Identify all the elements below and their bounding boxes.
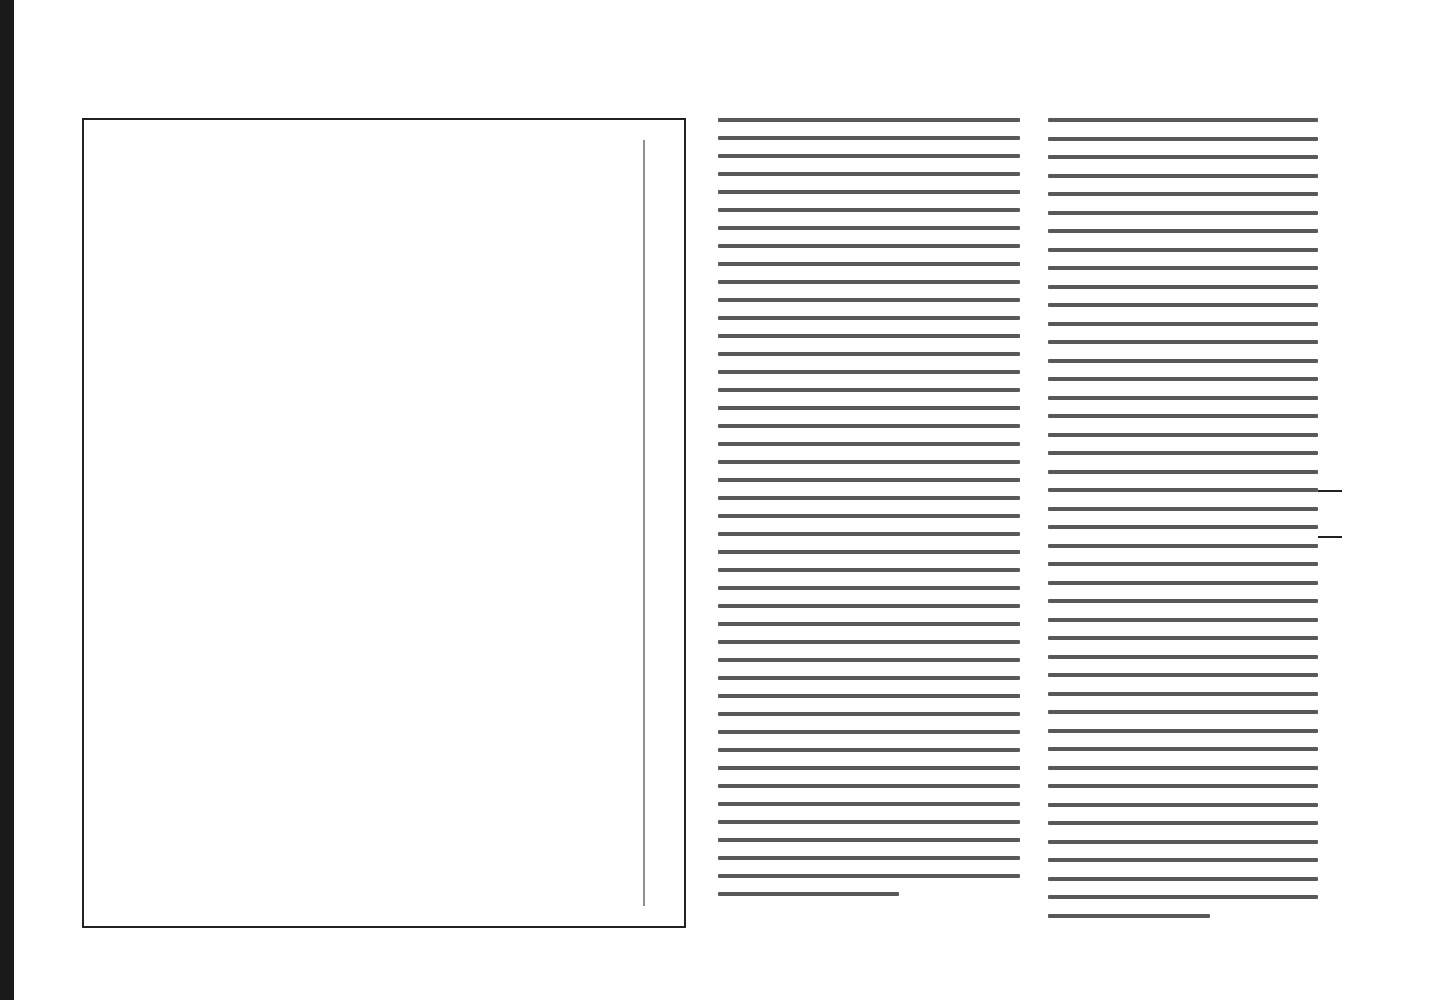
text-line: [1048, 766, 1318, 770]
text-line: [1048, 285, 1318, 289]
text-line: [1048, 729, 1318, 733]
text-line: [718, 622, 1020, 626]
text-line: [718, 280, 1020, 284]
text-line: [1048, 248, 1318, 252]
text-line: [1048, 155, 1318, 159]
text-line: [1048, 303, 1318, 307]
text-line: [718, 550, 1020, 554]
text-column-right: [1048, 118, 1318, 918]
text-line: [1048, 470, 1318, 474]
text-line: [718, 208, 1020, 212]
text-line: [1048, 118, 1318, 122]
page-number-rule-top: [1318, 490, 1342, 492]
text-line: [1048, 192, 1318, 196]
text-line: [1048, 433, 1318, 437]
text-line: [1048, 137, 1318, 141]
text-line: [1048, 747, 1318, 751]
text-line: [718, 424, 1020, 428]
text-line: [718, 568, 1020, 572]
text-line: [718, 532, 1020, 536]
text-line: [1048, 488, 1318, 492]
text-line: [718, 514, 1020, 518]
text-line: [718, 748, 1020, 752]
text-line: [718, 334, 1020, 338]
text-line: [718, 640, 1020, 644]
text-line: [1048, 211, 1318, 215]
text-line: [1048, 618, 1318, 622]
text-line: [718, 172, 1020, 176]
text-line: [1048, 229, 1318, 233]
text-line: [1048, 784, 1318, 788]
text-line: [718, 892, 899, 896]
text-line: [718, 874, 1020, 878]
text-line: [718, 298, 1020, 302]
text-column-left: [718, 118, 1020, 918]
text-line: [718, 784, 1020, 788]
text-line: [1048, 692, 1318, 696]
text-line: [1048, 359, 1318, 363]
text-line: [718, 856, 1020, 860]
text-line: [1048, 562, 1318, 566]
text-line: [718, 388, 1020, 392]
text-line: [718, 154, 1020, 158]
text-line: [1048, 914, 1210, 918]
text-line: [718, 712, 1020, 716]
text-line: [1048, 507, 1318, 511]
text-line: [718, 460, 1020, 464]
text-line: [1048, 174, 1318, 178]
text-line: [1048, 803, 1318, 807]
text-line: [1048, 673, 1318, 677]
text-line: [1048, 710, 1318, 714]
text-line: [1048, 840, 1318, 844]
text-line: [718, 802, 1020, 806]
text-line: [1048, 340, 1318, 344]
text-line: [718, 766, 1020, 770]
text-line: [718, 694, 1020, 698]
text-line: [718, 586, 1020, 590]
text-line: [1048, 322, 1318, 326]
text-line: [718, 190, 1020, 194]
text-line: [718, 316, 1020, 320]
page-number-rule-bottom: [1318, 536, 1342, 538]
text-line: [1048, 636, 1318, 640]
text-line: [1048, 377, 1318, 381]
text-line: [718, 658, 1020, 662]
chart-frame: [82, 118, 686, 928]
text-line: [1048, 821, 1318, 825]
text-line: [1048, 858, 1318, 862]
text-line: [718, 226, 1020, 230]
text-line: [718, 406, 1020, 410]
text-line: [718, 352, 1020, 356]
text-line: [718, 244, 1020, 248]
text-line: [1048, 396, 1318, 400]
text-line: [1048, 525, 1318, 529]
text-line: [718, 604, 1020, 608]
text-line: [718, 820, 1020, 824]
text-line: [1048, 544, 1318, 548]
text-line: [718, 136, 1020, 140]
text-line: [1048, 895, 1318, 899]
tax-revenue-chart: [84, 120, 684, 926]
text-line: [1048, 581, 1318, 585]
text-line: [1048, 655, 1318, 659]
text-line: [718, 676, 1020, 680]
text-line: [1048, 451, 1318, 455]
text-line: [718, 118, 1020, 122]
text-line: [1048, 599, 1318, 603]
text-line: [1048, 414, 1318, 418]
scan-edge-strip: [0, 0, 14, 1000]
text-line: [1048, 877, 1318, 881]
text-line: [718, 478, 1020, 482]
text-line: [718, 730, 1020, 734]
text-line: [718, 838, 1020, 842]
text-line: [1048, 266, 1318, 270]
text-line: [718, 496, 1020, 500]
text-line: [718, 262, 1020, 266]
text-line: [718, 442, 1020, 446]
text-line: [718, 370, 1020, 374]
